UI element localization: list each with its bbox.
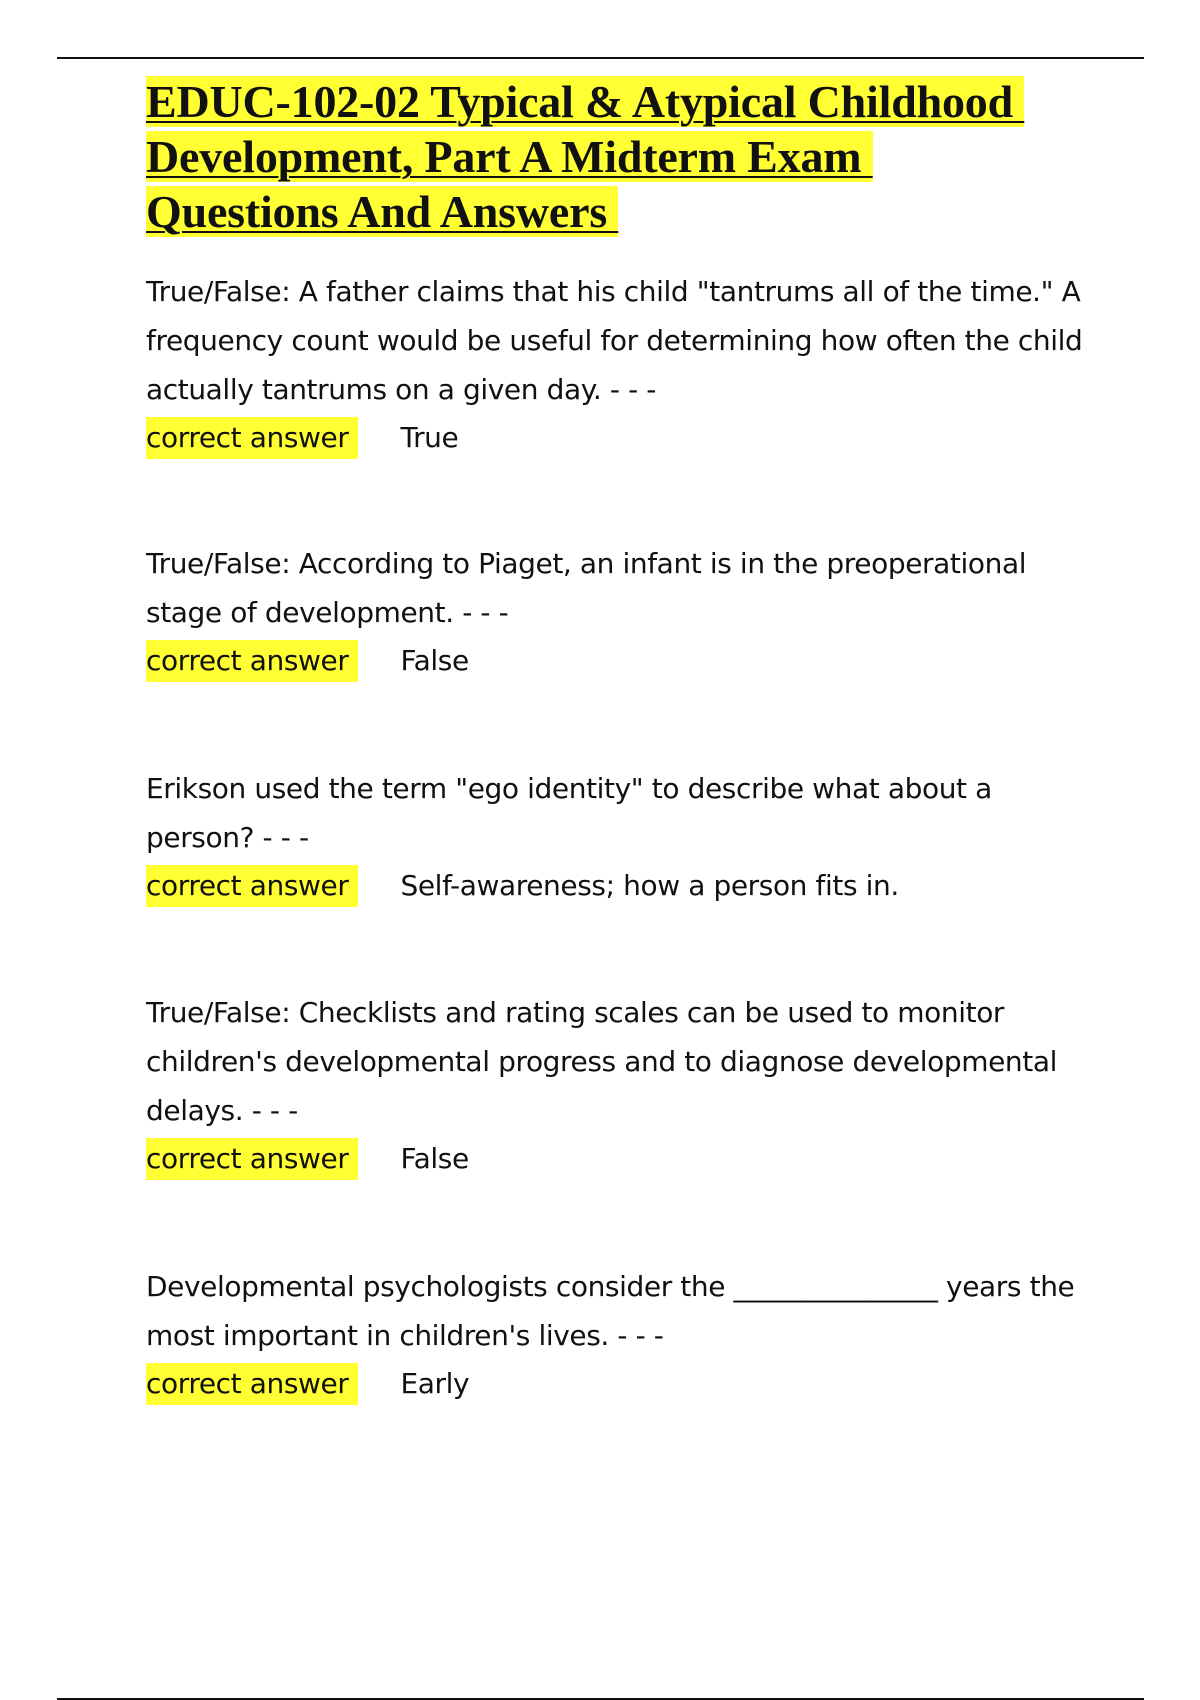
qa-item-1 xyxy=(146,267,1106,462)
answer-2: False xyxy=(400,644,469,677)
correct-answer-label: correct answer xyxy=(146,640,358,682)
document-body xyxy=(146,74,1106,1400)
qa-item-2 xyxy=(146,539,1106,685)
correct-answer-label: correct answer xyxy=(146,417,358,459)
qa-item-3 xyxy=(146,764,1106,910)
answer-3: Self-awareness; how a person fits in. xyxy=(400,869,899,902)
title-line-1: EDUC-102-02 Typical & Atypical Childhood xyxy=(146,76,1025,127)
answer-row-3 xyxy=(146,862,1106,910)
answer-row-5 xyxy=(146,1360,1106,1408)
question-5: Developmental psychologists consider the _______________ years the most important in children's lives. - - - xyxy=(146,1270,1075,1352)
answer-row-4 xyxy=(146,1135,1106,1183)
document-title xyxy=(146,74,1106,239)
answer-row-1 xyxy=(146,414,1106,462)
answer-5: Early xyxy=(400,1367,470,1400)
correct-answer-label: correct answer xyxy=(146,1363,358,1405)
question-2: True/False: According to Piaget, an infant is in the preoperational stage of development. - - - xyxy=(146,547,1027,629)
question-1: True/False: A father claims that his child "tantrums all of the time." A frequency count would be useful for determining how often the child actually tantrums on a given day. - - - xyxy=(146,275,1083,406)
question-4: True/False: Checklists and rating scales can be used to monitor children's developmental progress and to diagnose developmental delays. - - - xyxy=(146,996,1057,1127)
top-rule xyxy=(57,57,1144,59)
qa-item-4 xyxy=(146,988,1106,1183)
answer-row-2 xyxy=(146,637,1106,685)
qa-item-5 xyxy=(146,1262,1106,1408)
correct-answer-label: correct answer xyxy=(146,1138,358,1180)
question-3: Erikson used the term "ego identity" to describe what about a person? - - - xyxy=(146,772,992,854)
correct-answer-label: correct answer xyxy=(146,865,358,907)
answer-4: False xyxy=(400,1142,469,1175)
title-line-2: Development, Part A Midterm Exam xyxy=(146,131,873,182)
title-line-3: Questions And Answers xyxy=(146,186,619,237)
answer-1: True xyxy=(400,421,459,454)
